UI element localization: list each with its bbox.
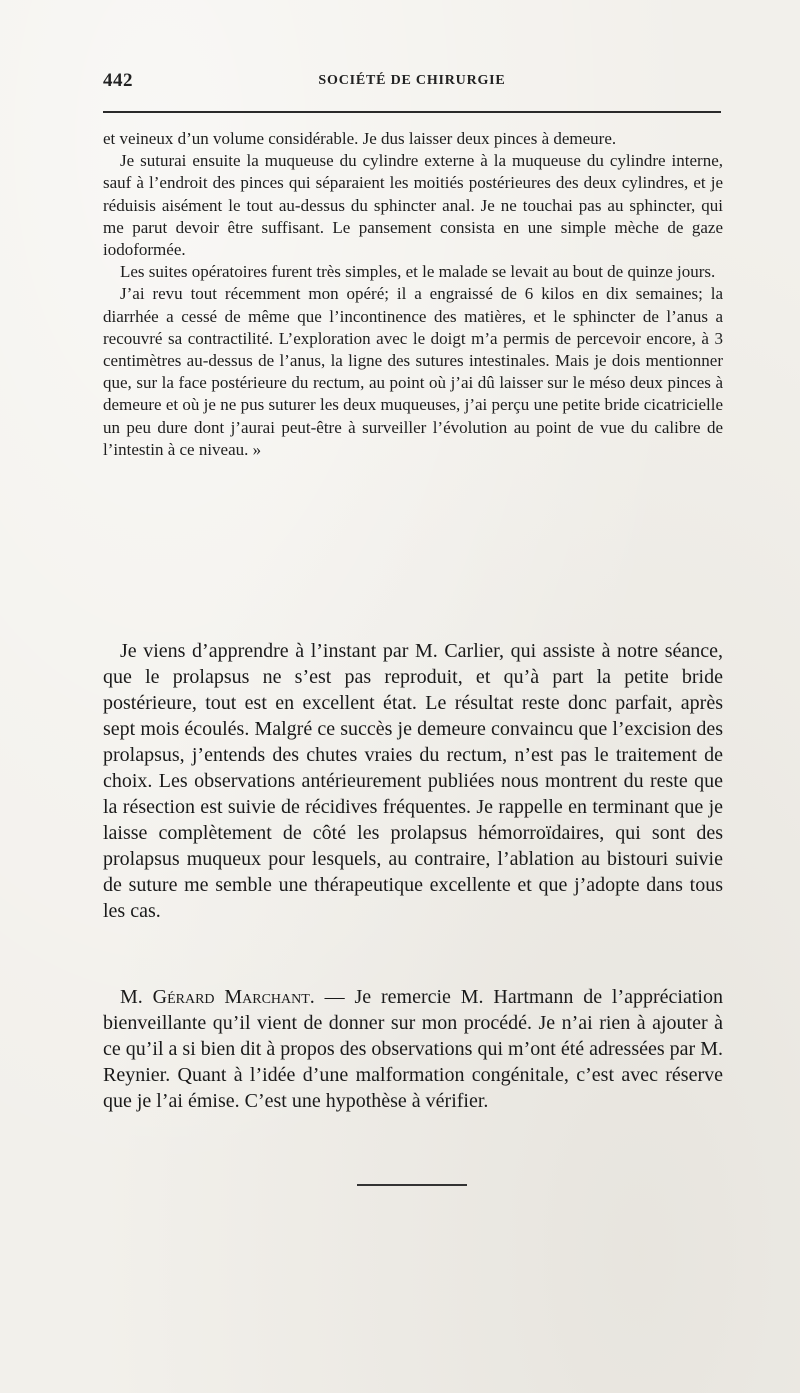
quoted-observation <box>103 128 723 461</box>
paragraph: Je suturai ensuite la muqueuse du cylindre externe à la muqueuse du cylindre interne, sauf à l’endroit des pinces qui séparaient les moitiés postérieures des deux cylindres, et je réduisis aisément le tout au-dessus du sphincter anal. Je ne touchai pas au sphincter, qui me parut devoir être suffisant. Le pansement consista en une simple mèche de gaze iodoformée. <box>103 151 723 260</box>
end-rule <box>357 1184 467 1186</box>
reply-paragraph <box>103 984 723 1114</box>
page-header <box>103 70 721 100</box>
main-text-block <box>103 638 723 924</box>
paragraph: J’ai revu tout récemment mon opéré; il a engraissé de 6 kilos en dix semaines; la diarrhée a cessé de même que l’incontinence des matières, et le sphincter de l’anus a recouvré sa contractilité. L’exploration avec le doigt m’a permis de percevoir encore, à 3 centimètres au-dessus de l’anus, la ligne des sutures intestinales. Mais je dois mentionner que, sur la face postérieure du rectum, au point où j’ai dû laisser sur le méso deux pinces à demeure et où je ne pus suturer les deux muqueuses, j’ai perçu une petite bride cicatricielle un peu dure dont j’aurai peut-être à surveiller l’évolution au point de vue du calibre de l’intestin à ce niveau. » <box>103 284 723 459</box>
reply-block <box>103 984 723 1114</box>
speaker-name: M. Gérard Marchant. <box>120 986 315 1008</box>
running-head: SOCIÉTÉ DE CHIRURGIE <box>318 73 506 88</box>
paragraph: Les suites opératoires furent très simples, et le malade se levait au bout de quinze jours. <box>120 262 716 282</box>
paragraph: Je viens d’apprendre à l’instant par M. Carlier, qui assiste à notre séance, que le prolapsus ne s’est pas reproduit, et qu’à part la petite bride postérieure, tout est en excellent état. Le résultat reste donc parfait, après sept mois écoulés. Malgré ce succès je demeure convaincu que l’excision des prolapsus, j’entends des chutes vraies du rectum, n’est pas le traitement de choix. Les observations antérieurement publiées nous montrent du reste que la résection est suivie de récidives fréquentes. Je rappelle en terminant que je laisse complètement de côté les prolapsus hémorroïdaires, qui sont des prolapsus muqueux pour lesquels, au contraire, l’ablation au bistouri suivie de suture me semble une thérapeutique excellente et que j’adopte dans tous les cas. <box>103 640 723 922</box>
header-rule <box>103 111 721 113</box>
page-number: 442 <box>103 70 133 91</box>
reply-text: — Je remercie M. Hartmann de l’appréciation bienveillante qu’il vient de donner sur mon procédé. Je n’ai rien à ajouter à ce qu’il a si bien dit à propos des observations qui m’ont été adressées par M. Reynier. Quant à l’idée d’une malformation congénitale, c’est avec réserve que je l’ai émise. C’est une hypothèse à vérifier. <box>103 986 723 1112</box>
paragraph: et veineux d’un volume considérable. Je dus laisser deux pinces à demeure. <box>103 129 617 148</box>
